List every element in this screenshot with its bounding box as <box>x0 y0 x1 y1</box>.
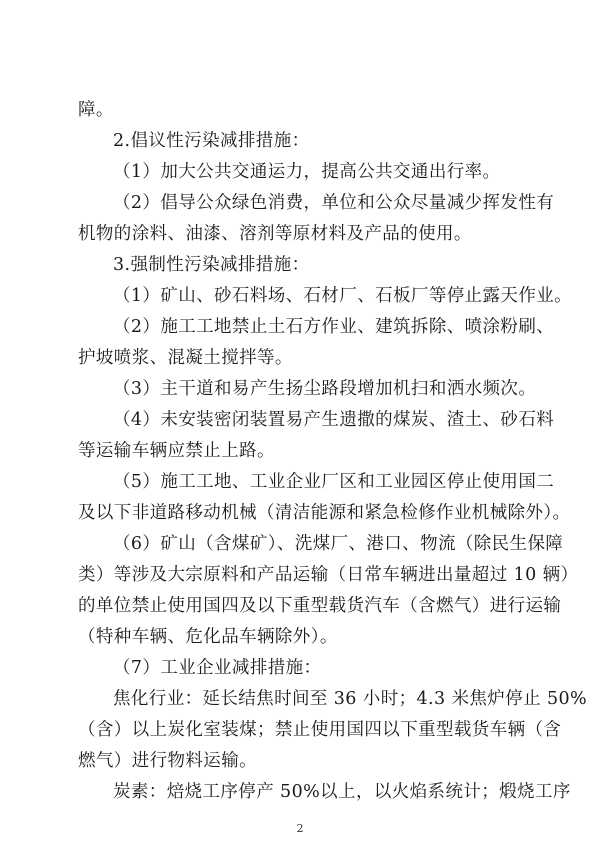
text-line: 等运输车辆应禁止上路。 <box>78 441 275 461</box>
text-line: （1）矿山、砂石料场、石材厂、石板厂等停止露天作业。 <box>113 286 573 306</box>
text-line: （特种车辆、危化品车辆除外）。 <box>78 627 338 647</box>
section-heading: 2.倡议性污染减排措施： <box>113 131 310 151</box>
text-line: 机物的涂料、油漆、溶剂等原材料及产品的使用。 <box>78 224 472 244</box>
text-line: 燃气）进行物料运输。 <box>78 751 257 771</box>
text-line: （6）矿山（含煤矿）、洗煤厂、港口、物流（除民生保障 <box>113 534 564 554</box>
page-number: 2 <box>296 822 304 835</box>
text-line: （含）以上炭化室装煤；禁止使用国四以下重型载货车辆（含 <box>78 720 562 740</box>
text-line: （3）主干道和易产生扬尘路段增加机扫和洒水频次。 <box>113 379 537 399</box>
text-line: （7）工业企业减排措施： <box>113 658 322 678</box>
section-heading: 3.强制性污染减排措施： <box>113 255 310 275</box>
text-line: 护坡喷浆、混凝土搅拌等。 <box>78 348 293 368</box>
text-line: （2）倡导公众绿色消费，单位和公众尽量减少挥发性有 <box>113 193 555 213</box>
text-line: （5）施工工地、工业企业厂区和工业园区停止使用国二 <box>113 472 555 492</box>
text-line: （2）施工工地禁止土石方作业、建筑拆除、喷涂粉刷、 <box>113 317 555 337</box>
text-line: 类）等涉及大宗原料和产品运输（日常车辆进出量超过 10 辆） <box>78 565 579 585</box>
text-line: 及以下非道路移动机械（清洁能源和紧急检修作业机械除外）。 <box>78 503 571 523</box>
text-line: 的单位禁止使用国四及以下重型载货汽车（含燃气）进行运输 <box>78 596 562 616</box>
text-line: （4）未安装密闭装置易产生遗撒的煤炭、渣土、砂石料 <box>113 410 555 430</box>
text-line: 障。 <box>78 100 114 120</box>
text-line: 炭素：焙烧工序停产 50%以上，以火焰系统计；煅烧工序 <box>113 782 571 802</box>
text-line: 焦化行业：延长结焦时间至 36 小时；4.3 米焦炉停止 50% <box>113 689 588 709</box>
text-line: （1）加大公共交通运力，提高公共交通出行率。 <box>113 162 501 182</box>
